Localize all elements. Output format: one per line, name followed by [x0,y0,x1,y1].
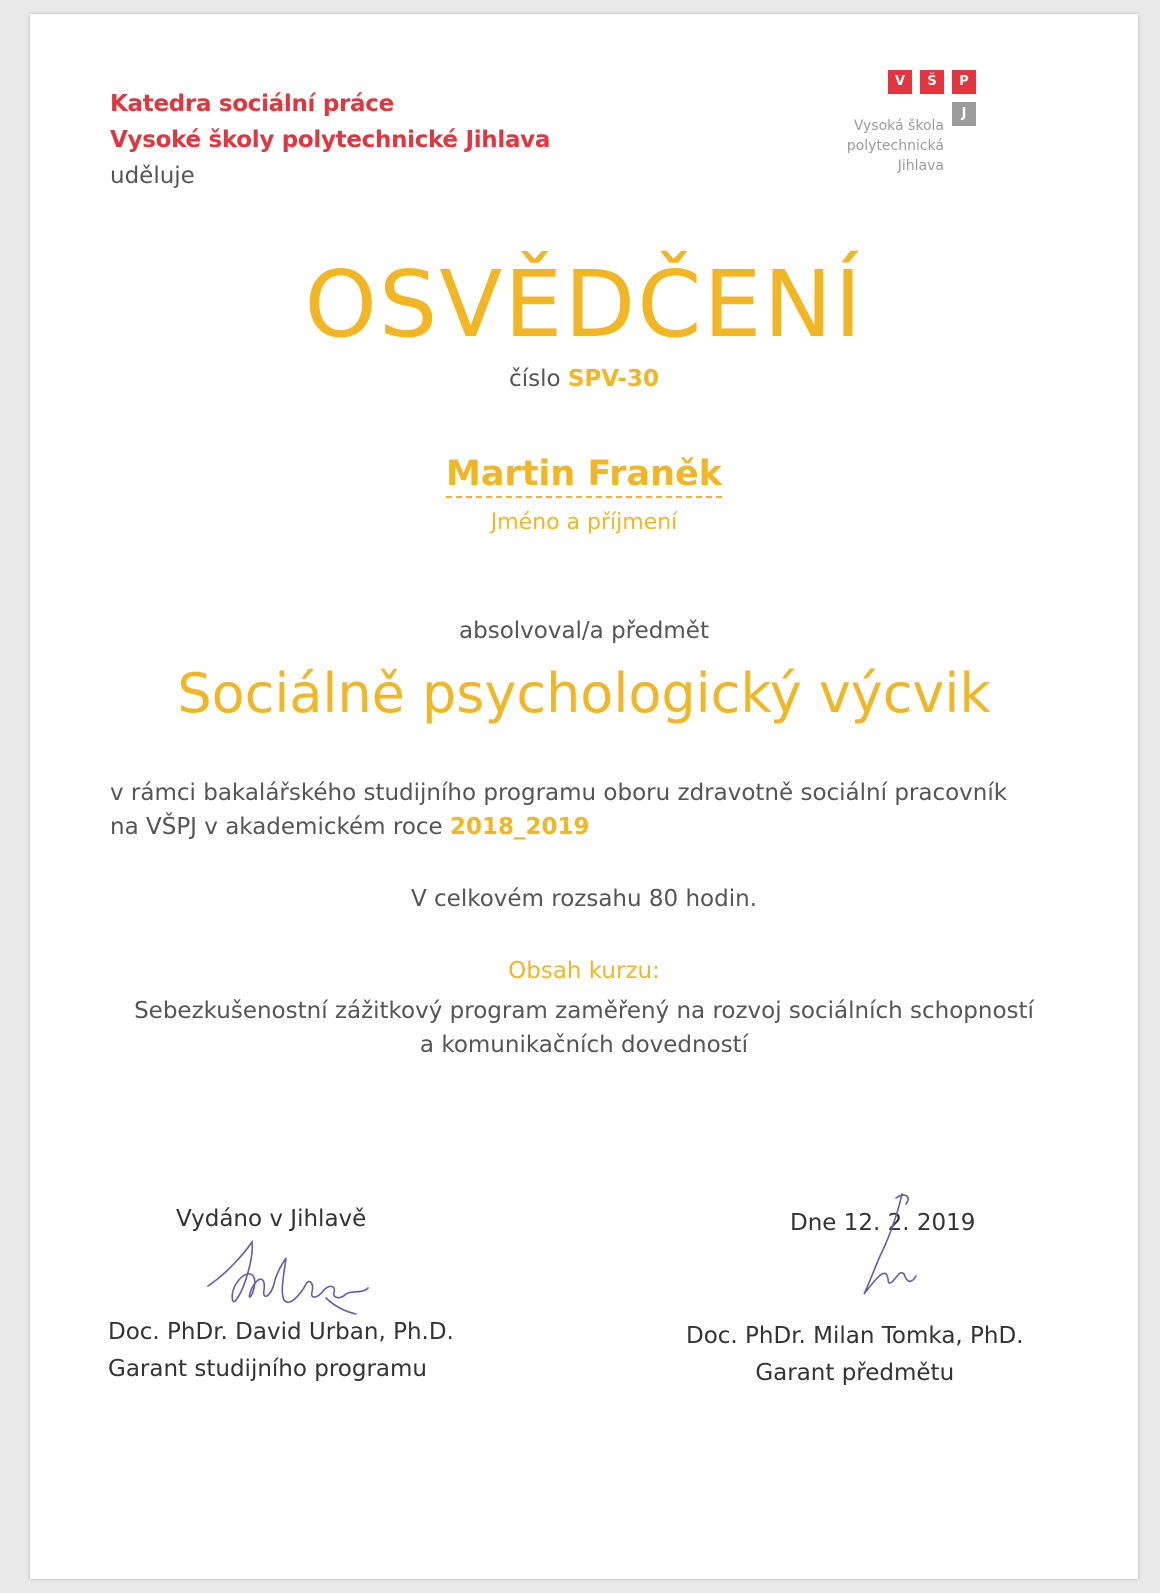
issuer-department: Katedra sociální práce [110,91,394,117]
issuer-block [110,86,550,194]
hours-text: V celkovém rozsahu 80 hodin. [410,886,758,912]
number-value: SPV-30 [567,366,659,392]
program-line-2 [110,810,1007,844]
left-signer-role: Garant studijního programu [108,1356,428,1382]
issued-place: Vydáno v Jihlavě [176,1206,367,1232]
course-title: Sociálně psychologický výcvik [177,662,991,725]
issue-date: Dne 12. 2. 2019 [790,1210,976,1236]
course-content-line-2: a komunikačních dovedností [419,1032,749,1058]
logo-letter-s: Š [920,70,944,94]
program-line-1: v rámci bakalářského studijního programu oboru zdravotně sociální pracovník [110,780,1008,806]
number-label: číslo [509,366,561,392]
academic-year: 2018_2019 [450,814,590,840]
program-text [110,776,1007,844]
recipient-name-label: Jméno a příjmení [490,510,678,535]
course-content-line-1: Sebezkušenostní zážitkový program zaměřený na rozvoj sociálních schopností [134,998,1034,1024]
issuer-school: Vysoké školy polytechnické Jihlava [110,127,551,153]
logo-text-line: Vysoká škola [853,118,944,134]
certificate-title: OSVĚDČENÍ [304,251,864,358]
logo-text-line: polytechnická [846,138,944,154]
logo-letter-p: P [952,70,976,94]
left-signer [108,1314,454,1388]
right-handwritten-signature [856,1190,946,1300]
issuer-grants: uděluje [110,163,195,189]
right-signer-name: Doc. PhDr. Milan Tomka, PhD. [686,1323,1024,1349]
school-logo [846,70,986,180]
logo-text [847,116,944,176]
right-signer-role: Garant předmětu [755,1360,955,1386]
program-line-2-prefix: na VŠPJ v akademickém roce [110,814,443,840]
right-signer [686,1318,1024,1392]
completed-text: absolvoval/a předmět [459,618,709,644]
course-content-label: Obsah kurzu: [508,958,660,984]
certificate-page [30,14,1138,1579]
left-signer-name: Doc. PhDr. David Urban, Ph.D. [108,1319,454,1345]
course-content-text [30,994,1138,1062]
logo-letter-v: V [888,70,912,94]
left-handwritten-signature [206,1228,376,1318]
logo-text-line: Jihlava [897,158,944,174]
recipient-name-text: Martin Franěk [446,454,722,498]
logo-letter-j: J [952,102,976,126]
recipient-name [30,454,1138,498]
certificate-number [30,366,1138,392]
